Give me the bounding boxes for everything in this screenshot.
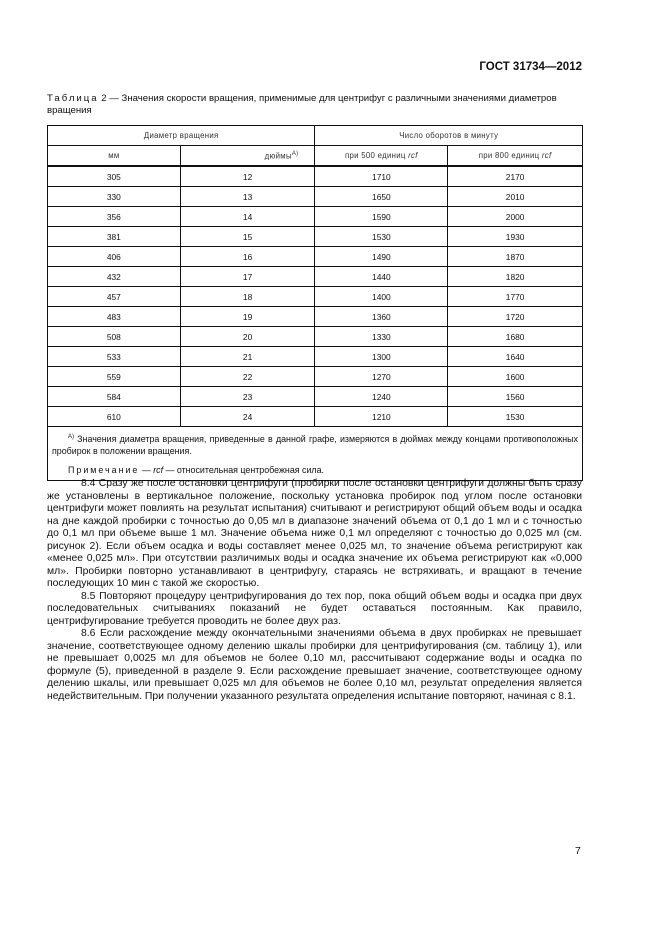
note-rcf: rcf (153, 464, 164, 475)
table-cell: 1530 (315, 227, 448, 247)
table-row (48, 227, 583, 247)
col-header-800rcf (448, 146, 583, 167)
group-header-rpm: Число оборотов в минуту (315, 126, 583, 146)
paragraph-8-6: 8.6 Если расхождение между окончательными значениями объема в двух пробирках не превышает значение, соответствующее одному делению шкалы пробирки для центрифугирования (см. таблицу 1), или не превышает 0,0025 мл для объемов не более 0,10 мл, рассчитывают содержание воды и осадка по формуле (5), приведенной в разделе 9. Если расхождение превышает значение, соответствующее одному делению шкалы, или превышает 0,025 мл для объемов не более 0,10 мл, результат определения является недействительным. При получении указанного результата определения испытание повторяют, начиная с 8.1. (47, 628, 582, 702)
table-cell: 483 (48, 307, 181, 327)
table-cell: 432 (48, 267, 181, 287)
table-cell: 559 (48, 367, 181, 387)
table-cell: 584 (48, 387, 181, 407)
table-cell: 1870 (448, 247, 583, 267)
document-code: ГОСТ 31734—2012 (479, 61, 582, 73)
table-cell: 13 (180, 187, 315, 207)
table-cell: 16 (180, 247, 315, 267)
footnote-ref: A) (291, 150, 299, 157)
col-header-500rcf (315, 146, 448, 167)
table-row (48, 347, 583, 367)
body-text (47, 478, 582, 703)
footnote-text: Значения диаметра вращения, приведенные в данной графе, измеряются в дюймах между концами противоположных пробирок в положении вращения. (52, 433, 578, 456)
page-number: 7 (575, 845, 581, 857)
note-label: Примечание (68, 464, 140, 475)
col-header-inches-label: дюймы (264, 151, 292, 161)
table-cell: 24 (180, 407, 315, 427)
table-row (48, 287, 583, 307)
col-header-800-label: при 800 единиц (478, 151, 542, 160)
table-cell: 1560 (448, 387, 583, 407)
col-header-inches (180, 146, 315, 167)
table-row (48, 207, 583, 227)
table-cell: 22 (180, 367, 315, 387)
note-text: — относительная центробежная сила. (163, 464, 325, 475)
table-cell: 356 (48, 207, 181, 227)
table-cell: 1270 (315, 367, 448, 387)
note-dash: — (139, 464, 154, 475)
table-row (48, 267, 583, 287)
table-cell: 20 (180, 327, 315, 347)
rcf-unit: rcf (408, 151, 418, 160)
table-cell: 1640 (448, 347, 583, 367)
table-cell: 1820 (448, 267, 583, 287)
table-cell: 406 (48, 247, 181, 267)
table-cell: 1720 (448, 307, 583, 327)
table-cell: 14 (180, 207, 315, 227)
table-row (48, 407, 583, 427)
rotation-speed-table (47, 125, 583, 481)
table-notes-row (48, 427, 583, 481)
group-header-diameter: Диаметр вращения (48, 126, 315, 146)
table-cell: 508 (48, 327, 181, 347)
table-cell: 17 (180, 267, 315, 287)
table-caption (47, 93, 582, 117)
table-cell: 381 (48, 227, 181, 247)
paragraph-8-5: 8.5 Повторяют процедуру центрифугирования до тех пор, пока общий объем воды и осадка при двух последовательных считываниях показаний не будет оставаться постоянным. Как правило, центрифугирование требуется проводить не более двух раз. (47, 590, 582, 627)
table-row (48, 187, 583, 207)
table-cell: 457 (48, 287, 181, 307)
table-cell: 1210 (315, 407, 448, 427)
table-cell: 1930 (448, 227, 583, 247)
footnote-mark: A) (68, 434, 74, 440)
table-cell: 1440 (315, 267, 448, 287)
table-cell: 12 (180, 166, 315, 187)
table-row (48, 307, 583, 327)
table-row (48, 247, 583, 267)
table-cell: 21 (180, 347, 315, 367)
table-row (48, 387, 583, 407)
table-cell: 1770 (448, 287, 583, 307)
table-row (48, 327, 583, 347)
table-cell: 2000 (448, 207, 583, 227)
table-cell: 1240 (315, 387, 448, 407)
footnote (52, 431, 578, 457)
caption-text: 2 — Значения скорости вращения, применимые для центрифуг с различными значениями диаметров вращения (47, 93, 557, 116)
table-cell: 1680 (448, 327, 583, 347)
table-cell: 330 (48, 187, 181, 207)
rcf-unit: rcf (541, 151, 552, 160)
table-cell: 1650 (315, 187, 448, 207)
table-cell: 1330 (315, 327, 448, 347)
col-header-mm: мм (48, 146, 181, 167)
table-cell: 1360 (315, 307, 448, 327)
table-cell: 1530 (448, 407, 583, 427)
column-header-row (48, 146, 583, 167)
table-row (48, 367, 583, 387)
table-cell: 1600 (448, 367, 583, 387)
table-cell: 2010 (448, 187, 583, 207)
table-cell: 18 (180, 287, 315, 307)
table-note (52, 464, 578, 476)
table-cell: 1400 (315, 287, 448, 307)
caption-label: Таблица (47, 93, 99, 104)
table-row (48, 166, 583, 187)
group-header-row (48, 126, 583, 146)
table-cell: 23 (180, 387, 315, 407)
table-cell: 1590 (315, 207, 448, 227)
table-cell: 19 (180, 307, 315, 327)
table-notes (48, 427, 583, 481)
table-cell: 15 (180, 227, 315, 247)
table-cell: 1300 (315, 347, 448, 367)
table-cell: 533 (48, 347, 181, 367)
paragraph-8-4: 8.4 Сразу же после остановки центрифуги (пробирки после остановки центрифуги должны быть сразу же установлены в вертикальное положение, поскольку установка пробирок под углом после остановки центрифуги может повлиять на результат испытания) считывают и регистрируют общий объем воды и осадка на дне каждой пробирки с точностью до 0,05 мл в диапазоне значений объема от 0,1 до 1 мл и с точностью до 0,1 мл при объеме выше 1 мл. Значение объема ниже 0,1 мл определяют с точностью до 0,025 мл (см. рисунок 2). Если объем осадка и воды составляет менее 0,025 мл, то значение объема регистрируют как «менее 0,025 мл». При отсутствии различимых воды и осадка значение их объема регистрируют как «0,000 мл». Пробирки повторно устанавливают в центрифугу, стараясь не встряхивать, и вращают в течение последующих 10 мин с такой же скоростью. (47, 478, 582, 589)
table-cell: 1710 (315, 166, 448, 187)
table-cell: 1490 (315, 247, 448, 267)
col-header-500-label: при 500 единиц (345, 151, 409, 160)
table-cell: 305 (48, 166, 181, 187)
table-cell: 610 (48, 407, 181, 427)
table-cell: 2170 (448, 166, 583, 187)
